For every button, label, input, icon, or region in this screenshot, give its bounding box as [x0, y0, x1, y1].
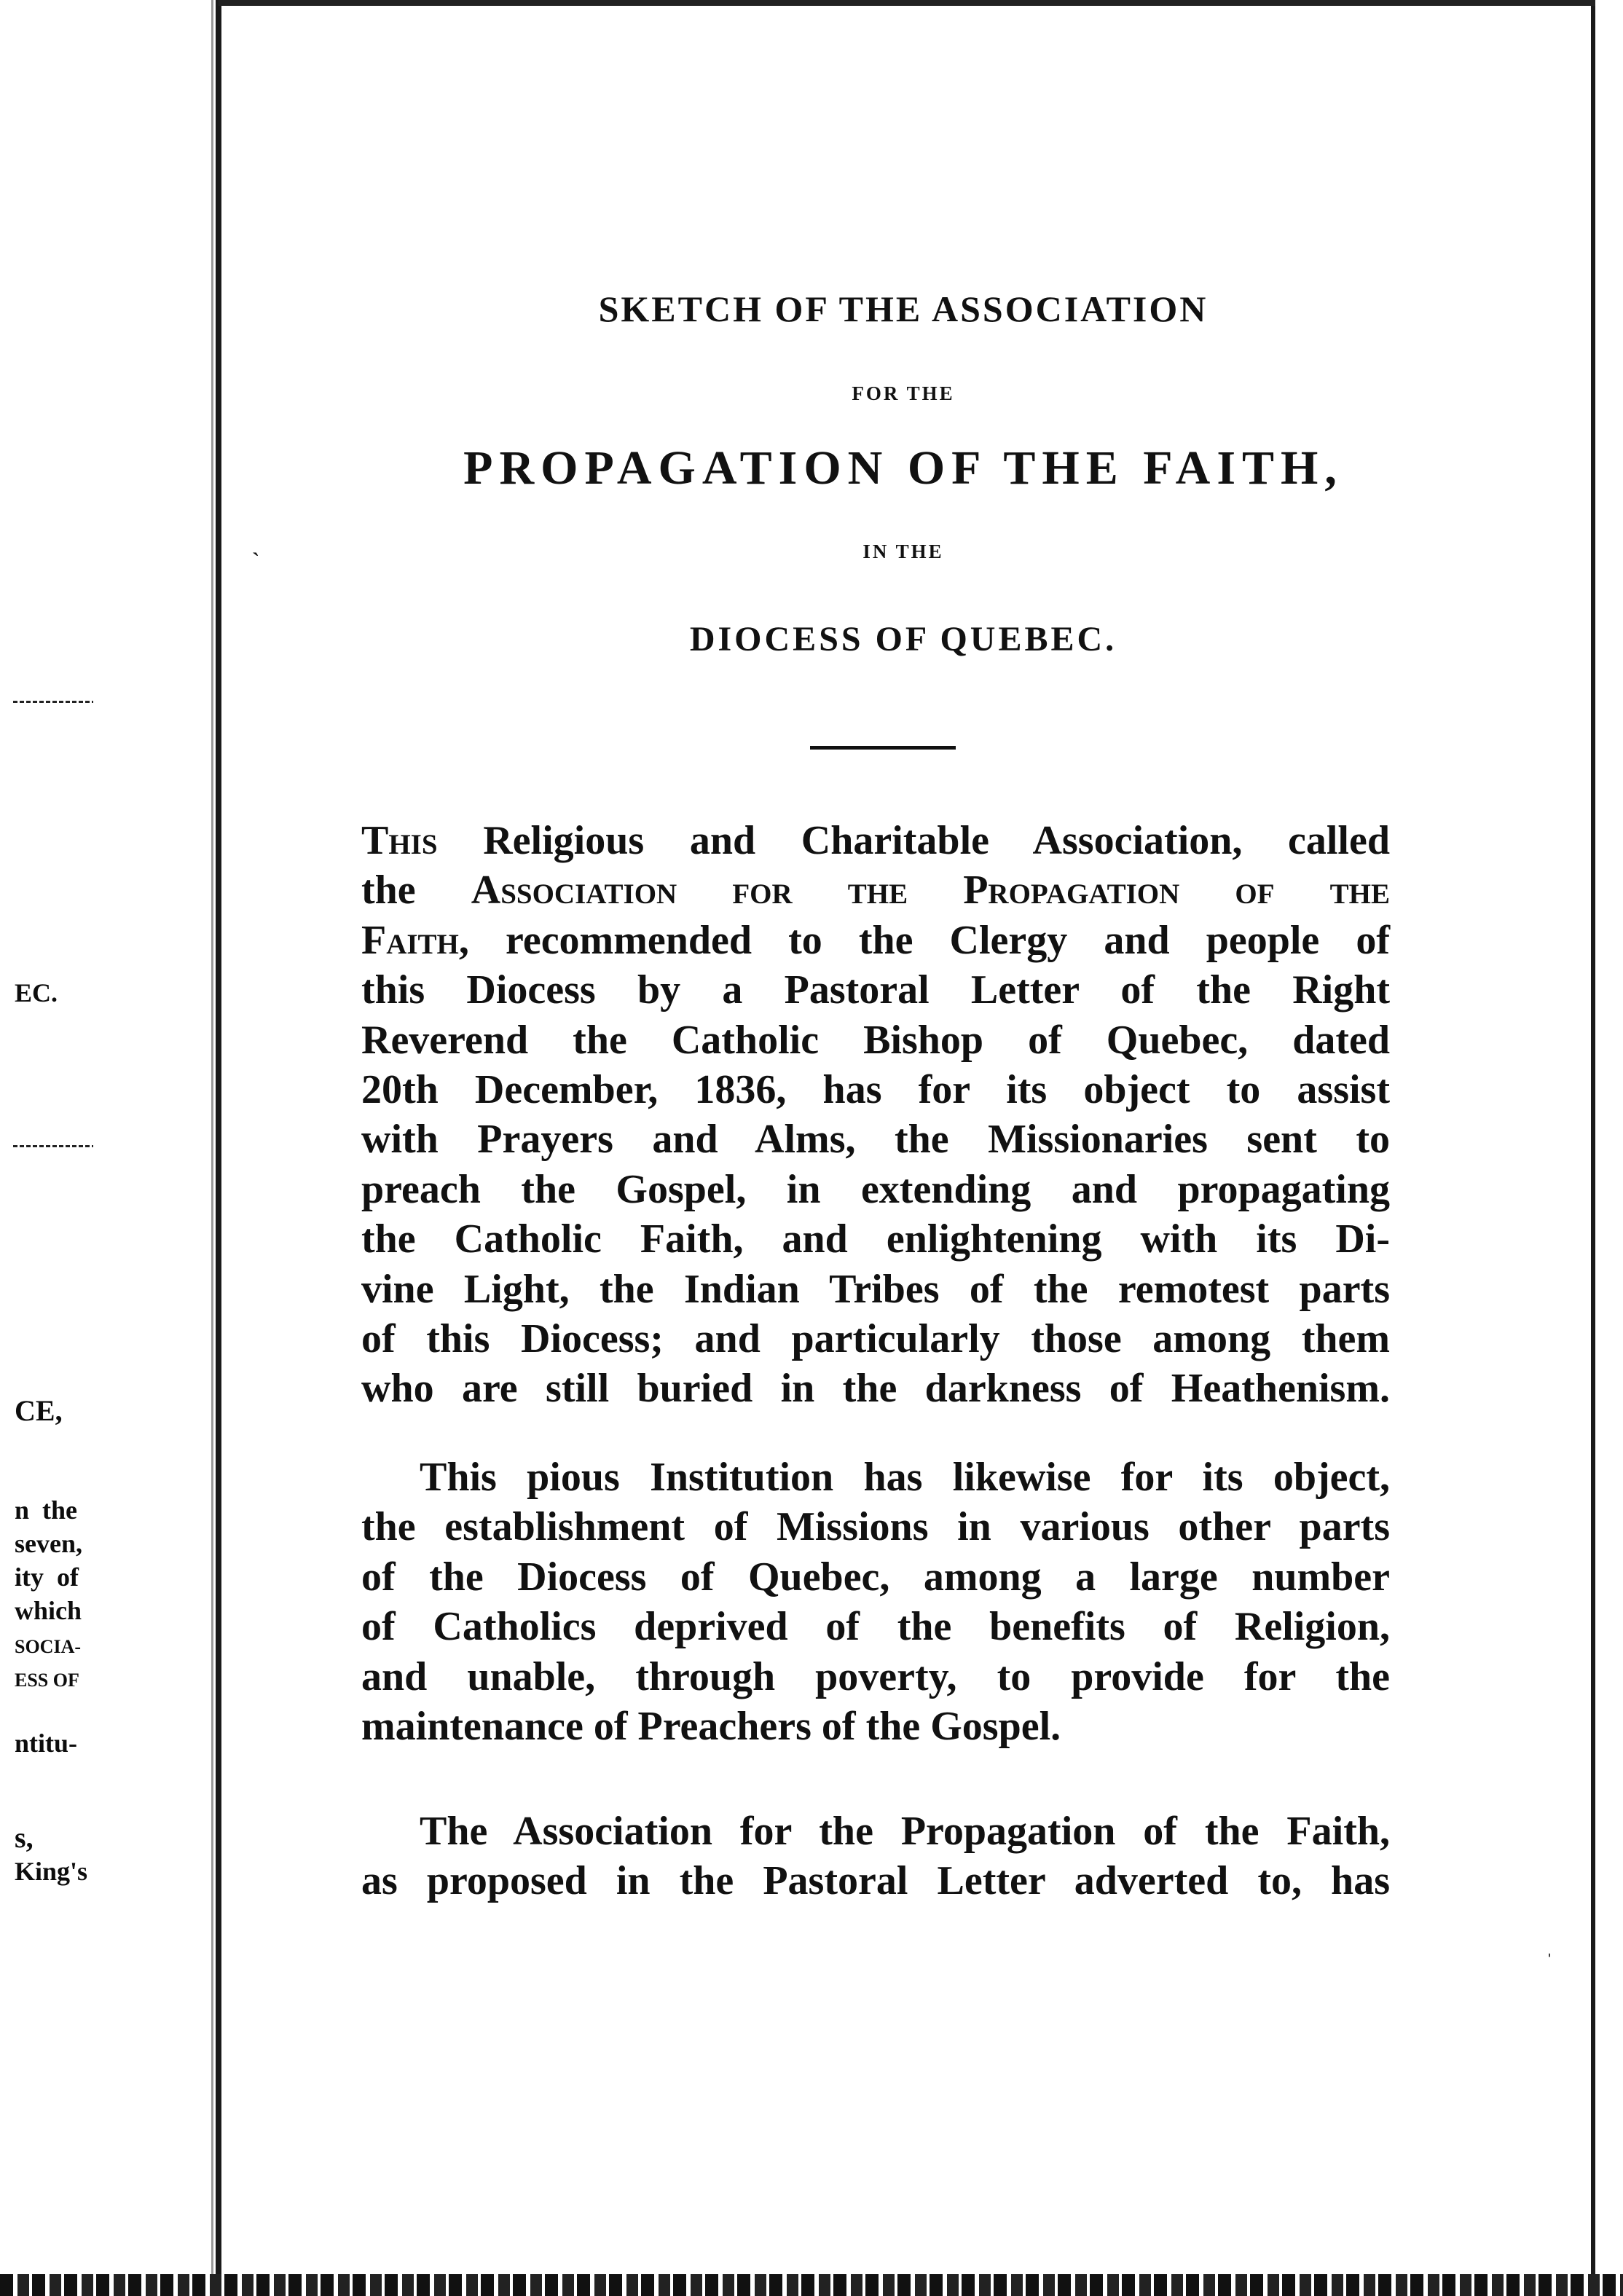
text-line: Reverend the Catholic Bishop of Quebec, dated [361, 1017, 1390, 1063]
facing-page-text: ity of [15, 1562, 79, 1592]
facing-page-text: which [15, 1596, 82, 1625]
facing-page-text: seven, [15, 1529, 82, 1558]
small-caps-lead: This [361, 818, 438, 863]
title-propagation: PROPAGATION OF THE FAITH, [463, 441, 1343, 495]
text-span: Religious and Charitable Association, called [483, 818, 1390, 863]
paragraph-3 [361, 1806, 1390, 1906]
text-line: and unable, through poverty, to provide for the [361, 1654, 1390, 1699]
facing-page-text: ntitu- [15, 1729, 78, 1758]
text-line: 20th December, 1836, has for its object to assist [361, 1067, 1390, 1113]
facing-page-text: n the [15, 1495, 78, 1525]
text-line: of Catholics deprived of the benefits of Religion, [361, 1604, 1390, 1650]
text-line: with Prayers and Alms, the Missionaries sent to [361, 1117, 1390, 1163]
text-line: vine Light, the Indian Tribes of the remotest parts [361, 1266, 1390, 1312]
text-line: The Association for the Propagation of the Faith, [420, 1809, 1390, 1854]
small-caps-name: Faith, [361, 917, 469, 963]
title-for-the: FOR THE [852, 382, 955, 404]
margin-mark: ˌ [1546, 1933, 1553, 1957]
small-caps-name: Association for the Propagation of the [471, 868, 1391, 913]
text-line: as proposed in the Pastoral Letter adverted to, has [361, 1858, 1390, 1904]
page-bottom-edge [0, 2274, 1623, 2296]
binding-shadow [211, 0, 213, 2296]
text-line: of the Diocess of Quebec, among a large number [361, 1554, 1390, 1600]
paragraph-2 [361, 1452, 1390, 1751]
title-sketch: SKETCH OF THE ASSOCIATION [598, 288, 1209, 329]
facing-page-text: King's [15, 1857, 88, 1886]
facing-page-text: SOCIA- [15, 1636, 82, 1657]
text-line: this Diocess by a Pastoral Letter of the Right [361, 967, 1390, 1013]
text-line [361, 816, 1390, 865]
page-right-edge [1591, 0, 1595, 2296]
margin-mark: ˴ [252, 539, 259, 563]
text-line [361, 916, 1390, 965]
page-top-edge [219, 0, 1595, 6]
facing-page-text: ESS OF [15, 1670, 79, 1691]
title-divider-rule [810, 746, 956, 750]
text-line: the establishment of Missions in various other parts [361, 1504, 1390, 1550]
facing-page-rule [13, 701, 93, 703]
title-in-the: IN THE [862, 540, 944, 562]
facing-page-rule [13, 1145, 93, 1147]
text-line: maintenance of Preachers of the Gospel. [361, 1704, 1061, 1750]
title-diocess: DIOCESS OF QUEBEC. [689, 620, 1117, 658]
text-line: This pious Institution has likewise for its object, [420, 1455, 1390, 1500]
text-line: who are still buried in the darkness of Heathenism. [361, 1366, 1390, 1412]
facing-page-text: s, [15, 1821, 34, 1854]
text-span: the [361, 868, 416, 913]
binding-edge [216, 0, 221, 2296]
facing-page-text: CE, [15, 1394, 63, 1427]
text-line [361, 865, 1390, 915]
text-line: of this Diocess; and particularly those among them [361, 1316, 1390, 1362]
text-line: the Catholic Faith, and enlightening with its Di- [361, 1216, 1390, 1262]
text-line: preach the Gospel, in extending and propagating [361, 1166, 1390, 1212]
facing-page-text: EC. [15, 978, 58, 1007]
text-span: recommended to the Clergy and people of [506, 917, 1391, 963]
paragraph-1 [361, 816, 1390, 1414]
